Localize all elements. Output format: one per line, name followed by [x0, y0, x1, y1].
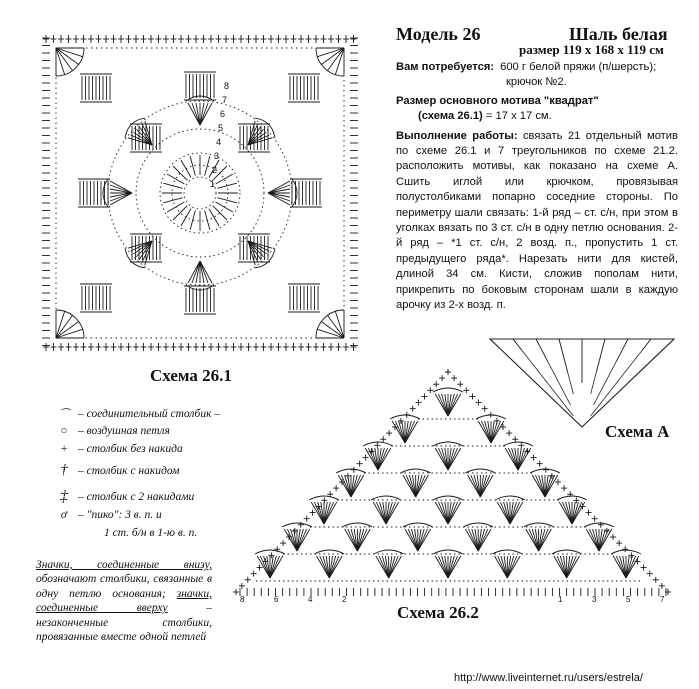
row-number: 6	[220, 109, 226, 119]
slip-stitch-icon: ⌒	[58, 409, 70, 421]
fan-motif	[476, 415, 506, 443]
fan-motif	[611, 550, 641, 578]
instructions-text: связать 21 отдельный мотив по схеме 26.1 и 7 треугольников по схеме 21.2. расположить мотивы, как показано на схеме А. Сшить иглой или крючком, провязывая полустолбиками попарно соседние стороны. По периметру шали связать: 1-й ряд – ст. с/н, при этом в уголках вязать по 3 ст. с/н в одну петлю основания. 2-й ряд – *1 ст. с/н, 2 возд. п., пропустить 1 ст. предыдущего ряда*. Нарезать нити для кистей, длиной 34 см. Кисти, сложив пополам нити, прикрепить по боковым сторонам шали в каждую арочку из 2-х возд. п.	[396, 129, 678, 312]
radial-stitch	[167, 174, 184, 184]
instructions-label: Выполнение работы:	[396, 129, 518, 142]
legend-item	[52, 425, 170, 437]
row-number: 6	[274, 595, 279, 604]
double-crochet-icon: †	[60, 462, 68, 478]
fan-motif	[336, 469, 366, 497]
picot-icon: ơ	[60, 509, 68, 521]
row-number: 2	[342, 595, 347, 604]
row-number: 3	[592, 595, 597, 604]
shell-motif	[80, 74, 112, 102]
model-size: размер 119 х 168 х 119 см	[519, 42, 664, 57]
fan-motif	[503, 442, 533, 470]
legend-text: – столбик с 2 накидами	[78, 491, 195, 503]
fan-motif	[530, 469, 560, 497]
legend-text: – соединительный столбик –	[78, 408, 221, 420]
triangle-motif-chart	[228, 364, 678, 604]
triangle-chart-caption: Схема 26.2	[397, 603, 479, 622]
materials-hook: крючок №2.	[506, 76, 567, 89]
corner-fan	[56, 310, 84, 338]
row-number: 2	[212, 165, 218, 175]
legend-item	[52, 406, 220, 422]
legend-text: – столбик с накидом	[78, 464, 180, 477]
row-number: 5	[218, 123, 224, 133]
radial-stitch	[181, 209, 191, 226]
radial-stitch	[173, 166, 187, 180]
grid-line	[617, 339, 629, 361]
fan-motif	[390, 415, 420, 443]
triangle-motif-diagram	[228, 364, 678, 604]
legend-text-continued: 1 ст. б/н в 1-ю в. п.	[104, 527, 198, 539]
radial-stitch	[167, 202, 184, 212]
corner-fan	[316, 48, 344, 76]
legend-text: – столбик без накида	[78, 443, 183, 455]
radial-stitch	[205, 210, 210, 229]
model-item-title: Шаль белая	[569, 24, 668, 44]
shell-motif	[288, 74, 320, 102]
legend-item	[52, 462, 179, 479]
symbols-note	[36, 558, 212, 644]
treble-crochet-icon: ‡	[60, 488, 68, 505]
shell-motif	[184, 72, 216, 100]
motif-size-ref: (схема 26.1)	[418, 110, 483, 123]
grid-line	[642, 339, 651, 350]
radial-stitch	[190, 210, 195, 229]
single-crochet-icon: +	[60, 443, 68, 455]
square-motif-chart	[36, 28, 364, 358]
fan-motif	[238, 231, 278, 271]
shell-motif	[80, 284, 112, 312]
legend-item	[52, 443, 183, 455]
row-number: 7	[222, 95, 228, 105]
note-bottom-label: Значки, соединенные внизу,	[36, 559, 212, 571]
fan-motif	[255, 550, 285, 578]
legend-text: – "пико": 3 в. п. и	[78, 509, 162, 521]
row-number: 8	[224, 81, 230, 91]
row-number: 7	[660, 595, 665, 604]
row-number: 1	[210, 179, 216, 189]
row-number: 5	[626, 595, 631, 604]
legend-item	[52, 509, 162, 521]
model-number: Модель 26	[396, 24, 481, 44]
radial-stitch	[205, 156, 210, 175]
shell-motif	[184, 286, 216, 314]
fan-motif	[363, 442, 393, 470]
row-number: 1	[558, 595, 563, 604]
row-number: 3	[214, 151, 220, 161]
fan-motif	[122, 231, 162, 271]
legend-item	[52, 488, 194, 506]
grid-line	[536, 339, 548, 361]
fan-motif	[268, 179, 297, 207]
materials-label: Вам потребуется:	[396, 61, 495, 73]
radial-stitch	[163, 183, 182, 188]
radial-stitch	[173, 206, 187, 220]
radial-stitch	[213, 206, 227, 220]
chain-ring	[136, 129, 264, 257]
chain-stitch-icon: ○	[60, 425, 68, 437]
layout-caption: Схема А	[605, 422, 670, 441]
fan-motif	[103, 179, 132, 207]
fan-motif	[122, 115, 162, 155]
legend-text: – воздушная петля	[78, 425, 170, 437]
radial-stitch	[216, 174, 233, 184]
fan-motif	[238, 115, 278, 155]
corner-fan	[56, 48, 84, 76]
radial-stitch	[217, 183, 236, 188]
source-url[interactable]: http://www.liveinternet.ru/users/estrela/	[454, 672, 643, 684]
square-chart-caption: Схема 26.1	[150, 366, 232, 385]
radial-stitch	[181, 160, 191, 177]
fan-motif	[557, 496, 587, 524]
fan-motif	[584, 523, 614, 551]
grid-line	[513, 339, 522, 350]
row-number: 8	[240, 595, 245, 604]
shell-motif	[288, 284, 320, 312]
corner-fan	[316, 310, 344, 338]
fan-motif	[433, 388, 463, 416]
row-number: 4	[216, 137, 222, 147]
motif-size-label: Размер основного мотива "квадрат"	[396, 94, 599, 107]
note-top-label: значки, соединенные вверху	[36, 587, 212, 615]
square-motif-diagram	[36, 28, 364, 358]
materials-text: 600 г белой пряжи (п/шерсть);	[500, 61, 657, 73]
radial-stitch	[209, 209, 219, 226]
motif-size-value: = 17 х 17 см.	[485, 110, 552, 123]
note-top-text: – незаконченные столбики, провязанные вместе одной петлей	[36, 602, 212, 644]
instructions-block	[396, 60, 678, 314]
row-number: 4	[308, 595, 313, 604]
radial-stitch	[216, 202, 233, 212]
note-bottom-text: обозначают столбики, связанные в одну петлю основания;	[36, 573, 212, 600]
shell-motif	[238, 234, 270, 262]
